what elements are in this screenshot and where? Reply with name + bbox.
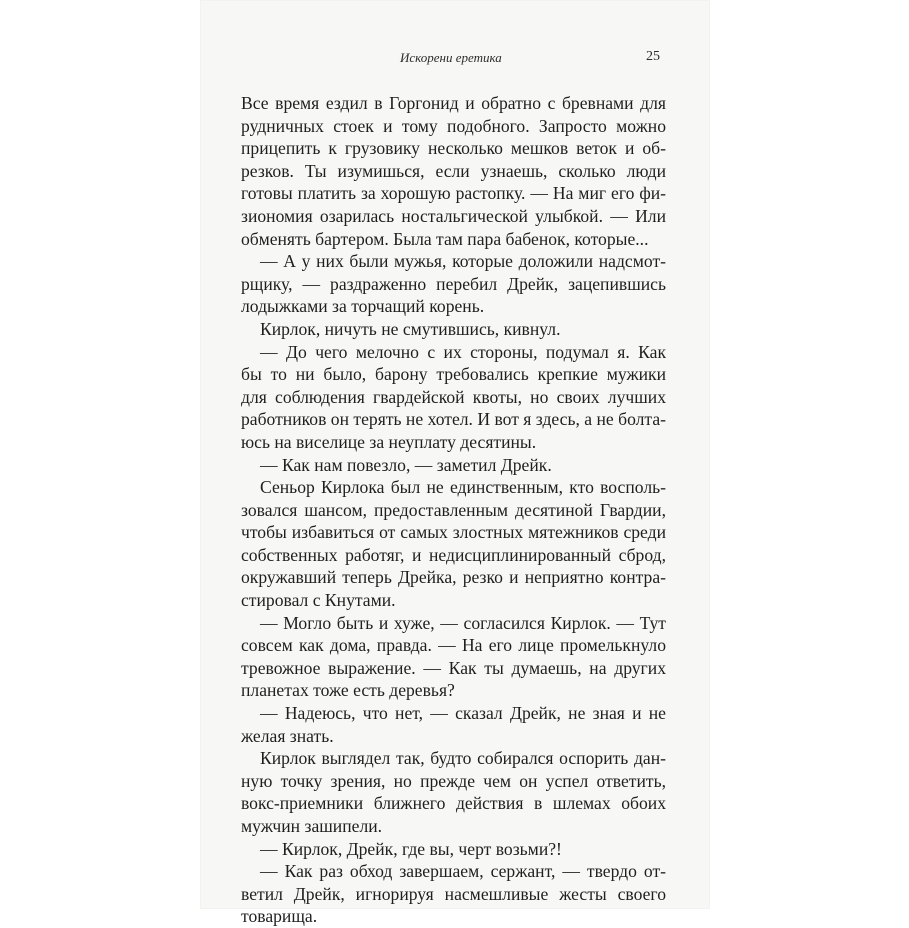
text-line: желая знать. [241, 725, 334, 746]
text-line: — Кирлок, Дрейк, где вы, черт возьми?! [260, 838, 562, 859]
text-line: ветил Дрейк, игнорируя насмешливые жесты своего [241, 883, 666, 904]
text-line: рудничных стоек и тому подобного. Запросто можно [241, 115, 666, 136]
text-line: вокс-приемники ближнего действия в шлемах обоих [241, 793, 666, 814]
text-line: резков. Ты изумишься, если узнаешь, сколько люди [241, 160, 666, 181]
text-line: планетах тоже есть деревья? [241, 680, 455, 701]
text-line: для соблюдения гвардейской квоты, но своих лучших [241, 386, 666, 407]
text-line: товарища. [241, 906, 318, 927]
text-line: мужчин зашипели. [241, 816, 383, 836]
text-line: чтобы избавиться от самых злостных мятежников среди [241, 522, 666, 543]
text-line: собственных работяг, и недисциплинированный сброд, [241, 544, 666, 565]
text-line: окружавший теперь Дрейка, резко и неприятно контра- [241, 567, 666, 588]
text-line: — А у них были мужья, которые доложили надсмот- [260, 251, 666, 272]
running-title: Искорени еретика [400, 50, 502, 65]
text-line: совсем как дома, правда. — На его лице промелькнуло [241, 635, 666, 656]
text-line: зовался шансом, предоставленным десятиной Гвардии, [241, 499, 666, 520]
text-line: Сеньор Кирлока был не единственным, кто восполь- [260, 477, 666, 498]
text-line: стировал с Кнутами. [241, 590, 396, 611]
text-line: зиономия озарилась ностальгической улыбкой. — Или [241, 205, 666, 226]
text-line: рщику, — раздраженно перебил Дрейк, зацепившись [241, 273, 666, 294]
text-line: — Как нам повезло, — заметил Дрейк. [260, 454, 552, 475]
page-number: 25 [646, 49, 660, 64]
text-line: — Как раз обход завершаем, сержант, — твердо от- [260, 861, 666, 882]
text-line: лодыжками за торчащий корень. [241, 296, 485, 317]
text-line: тревожное выражение. — Как ты думаешь, на других [241, 657, 666, 678]
text-line: ную точку зрения, но прежде чем он успел ответить, [241, 770, 666, 791]
text-line: — Могло быть и хуже, — согласился Кирлок. — Тут [260, 612, 666, 633]
text-line: Кирлок выглядел так, будто собирался оспорить дан- [260, 748, 666, 769]
text-line: готовы платить за хорошую растопку. — На миг его фи- [241, 183, 666, 204]
text-line: — Надеюсь, что нет, — сказал Дрейк, не зная и не [260, 703, 666, 724]
text-line: прицепить к грузовику несколько мешков веток и об- [241, 138, 666, 159]
text-line: — До чего мелочно с их стороны, подумал я. Как [260, 341, 666, 362]
body-text [241, 92, 666, 928]
text-line: Кирлок, ничуть не смутившись, кивнул. [260, 318, 561, 339]
text-line: работников он терять не хотел. И вот я здесь, а не болта- [241, 409, 666, 430]
text-line: юсь на виселице за неуплату десятины. [241, 431, 537, 452]
text-line: Все время ездил в Горгонид и обратно с бревнами для [241, 93, 666, 113]
text-line: бы то ни было, барону требовались крепкие мужики [241, 364, 666, 385]
text-line: обменять бартером. Была там пара бабенок, которые... [241, 228, 649, 249]
